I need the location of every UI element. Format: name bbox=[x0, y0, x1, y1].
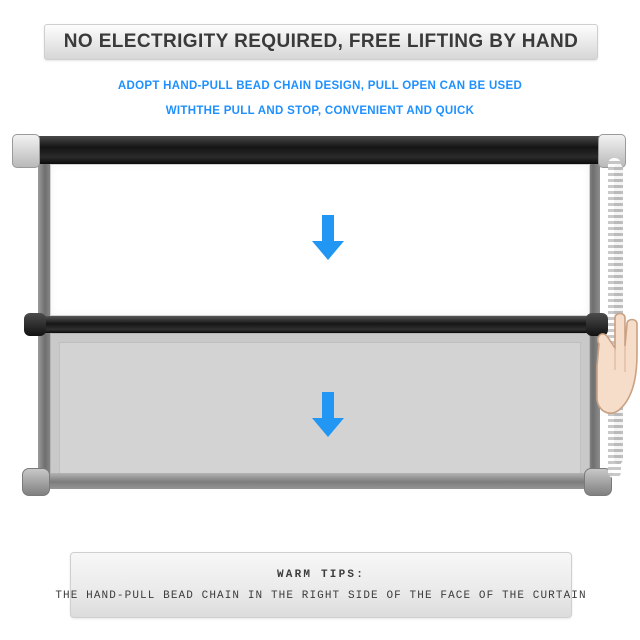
middle-bar-cap-left bbox=[24, 313, 46, 336]
headline-text: NO ELECTRIGITY REQUIRED, FREE LIFTING BY HAND bbox=[63, 31, 579, 52]
hand-icon bbox=[593, 310, 640, 420]
bottom-bar-cap-left bbox=[22, 468, 50, 496]
warm-tips-title: WARM TIPS: bbox=[276, 568, 365, 581]
top-roller-casing bbox=[22, 136, 608, 164]
warm-tips-body: THE HAND-PULL BEAD CHAIN IN THE RIGHT SIDE OF THE FACE OF THE CURTAIN bbox=[55, 589, 587, 602]
bottom-bar bbox=[30, 473, 600, 489]
subheadline-line-2: WITHTHE PULL AND STOP, CONVENIENT AND QUICK bbox=[165, 105, 475, 117]
down-arrow-top-icon bbox=[311, 215, 345, 261]
subheadline-line-1: ADOPT HAND-PULL BEAD CHAIN DESIGN, PULL OPEN CAN BE USED bbox=[117, 80, 523, 92]
projector-screen-illustration bbox=[8, 130, 632, 502]
warm-tips-banner bbox=[55, 552, 587, 618]
middle-weight-bar bbox=[30, 316, 600, 333]
headline-banner bbox=[44, 24, 598, 60]
down-arrow-bottom-icon bbox=[311, 392, 345, 438]
roller-end-cap-left bbox=[12, 134, 40, 168]
